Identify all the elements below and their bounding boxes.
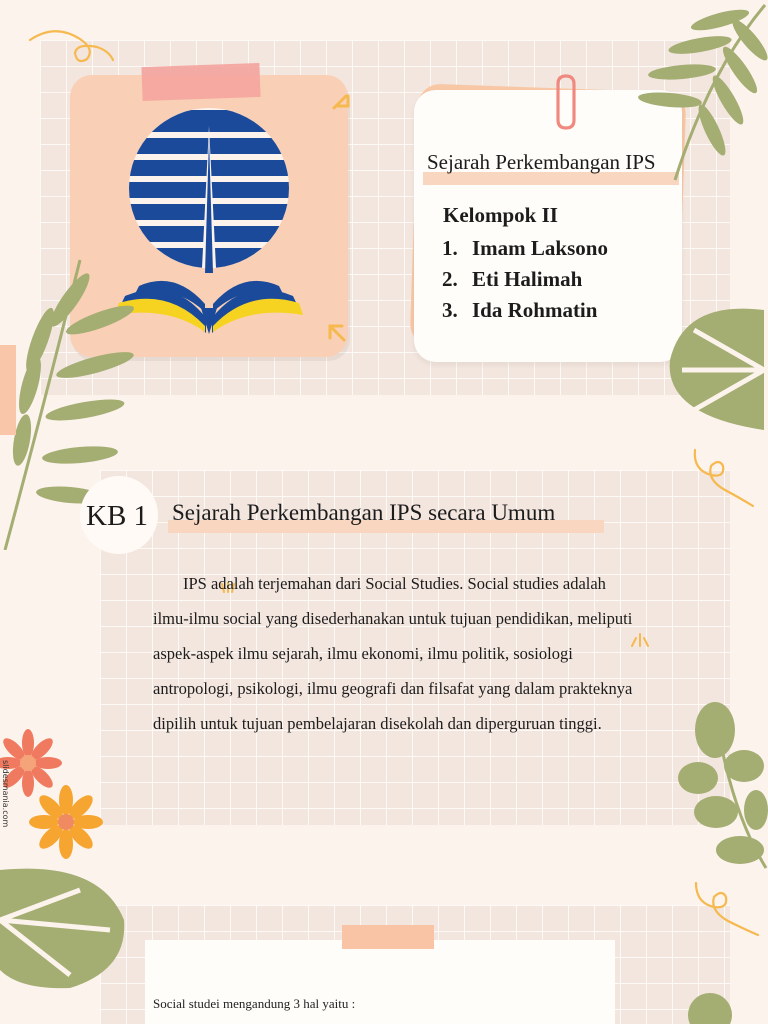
list-item: 2. Eti Halimah	[442, 267, 583, 291]
member-name: Imam Laksono	[472, 236, 608, 260]
tape-decoration	[342, 925, 434, 949]
tape-decoration	[141, 63, 260, 101]
monstera-leaf-decoration	[664, 290, 768, 435]
body-paragraph: IPS adalah terjemahan dari Social Studies. Social studies adalah ilmu-ilmu social yang disederhanakan untuk tujuan pendidikan, meliputi aspek-aspek ilmu sejarah, ilmu ekonomi, ilmu politik, sosiologi antropologi, psikologi, ilmu geografi dan filsafat yang dalam prakteknya dipilih untuk tujuan pembelajaran disekolah dan diperguruan tinggi.	[153, 574, 633, 733]
list-item: 1. Imam Laksono	[442, 236, 608, 260]
flower-decoration	[26, 782, 106, 862]
kb-badge-label: KB 1	[86, 500, 149, 532]
leaf-decoration	[600, 0, 768, 185]
swirl-decoration	[25, 25, 120, 70]
arrow-decoration	[326, 322, 348, 344]
member-name: Ida Rohmatin	[472, 298, 598, 322]
watermark: slidesmania.com	[1, 760, 10, 828]
list-item: 3. Ida Rohmatin	[442, 298, 598, 322]
slide-3-text: Social studei mengandung 3 hal yaitu :	[153, 996, 356, 1011]
member-list	[442, 234, 608, 327]
leaf-decoration	[670, 700, 768, 870]
note-title: Sejarah Perkembangan IPS	[427, 150, 656, 174]
swirl-decoration	[685, 440, 765, 515]
peach-decoration	[0, 345, 16, 435]
arrow-decoration	[330, 90, 352, 112]
member-name: Eti Halimah	[472, 267, 583, 291]
section-title: Sejarah Perkembangan IPS secara Umum	[172, 500, 556, 525]
swirl-decoration	[688, 875, 768, 945]
monstera-leaf-decoration	[0, 860, 130, 990]
leaf-decoration	[688, 985, 768, 1024]
group-title: Kelompok II	[443, 203, 558, 227]
paperclip-icon	[548, 70, 580, 134]
